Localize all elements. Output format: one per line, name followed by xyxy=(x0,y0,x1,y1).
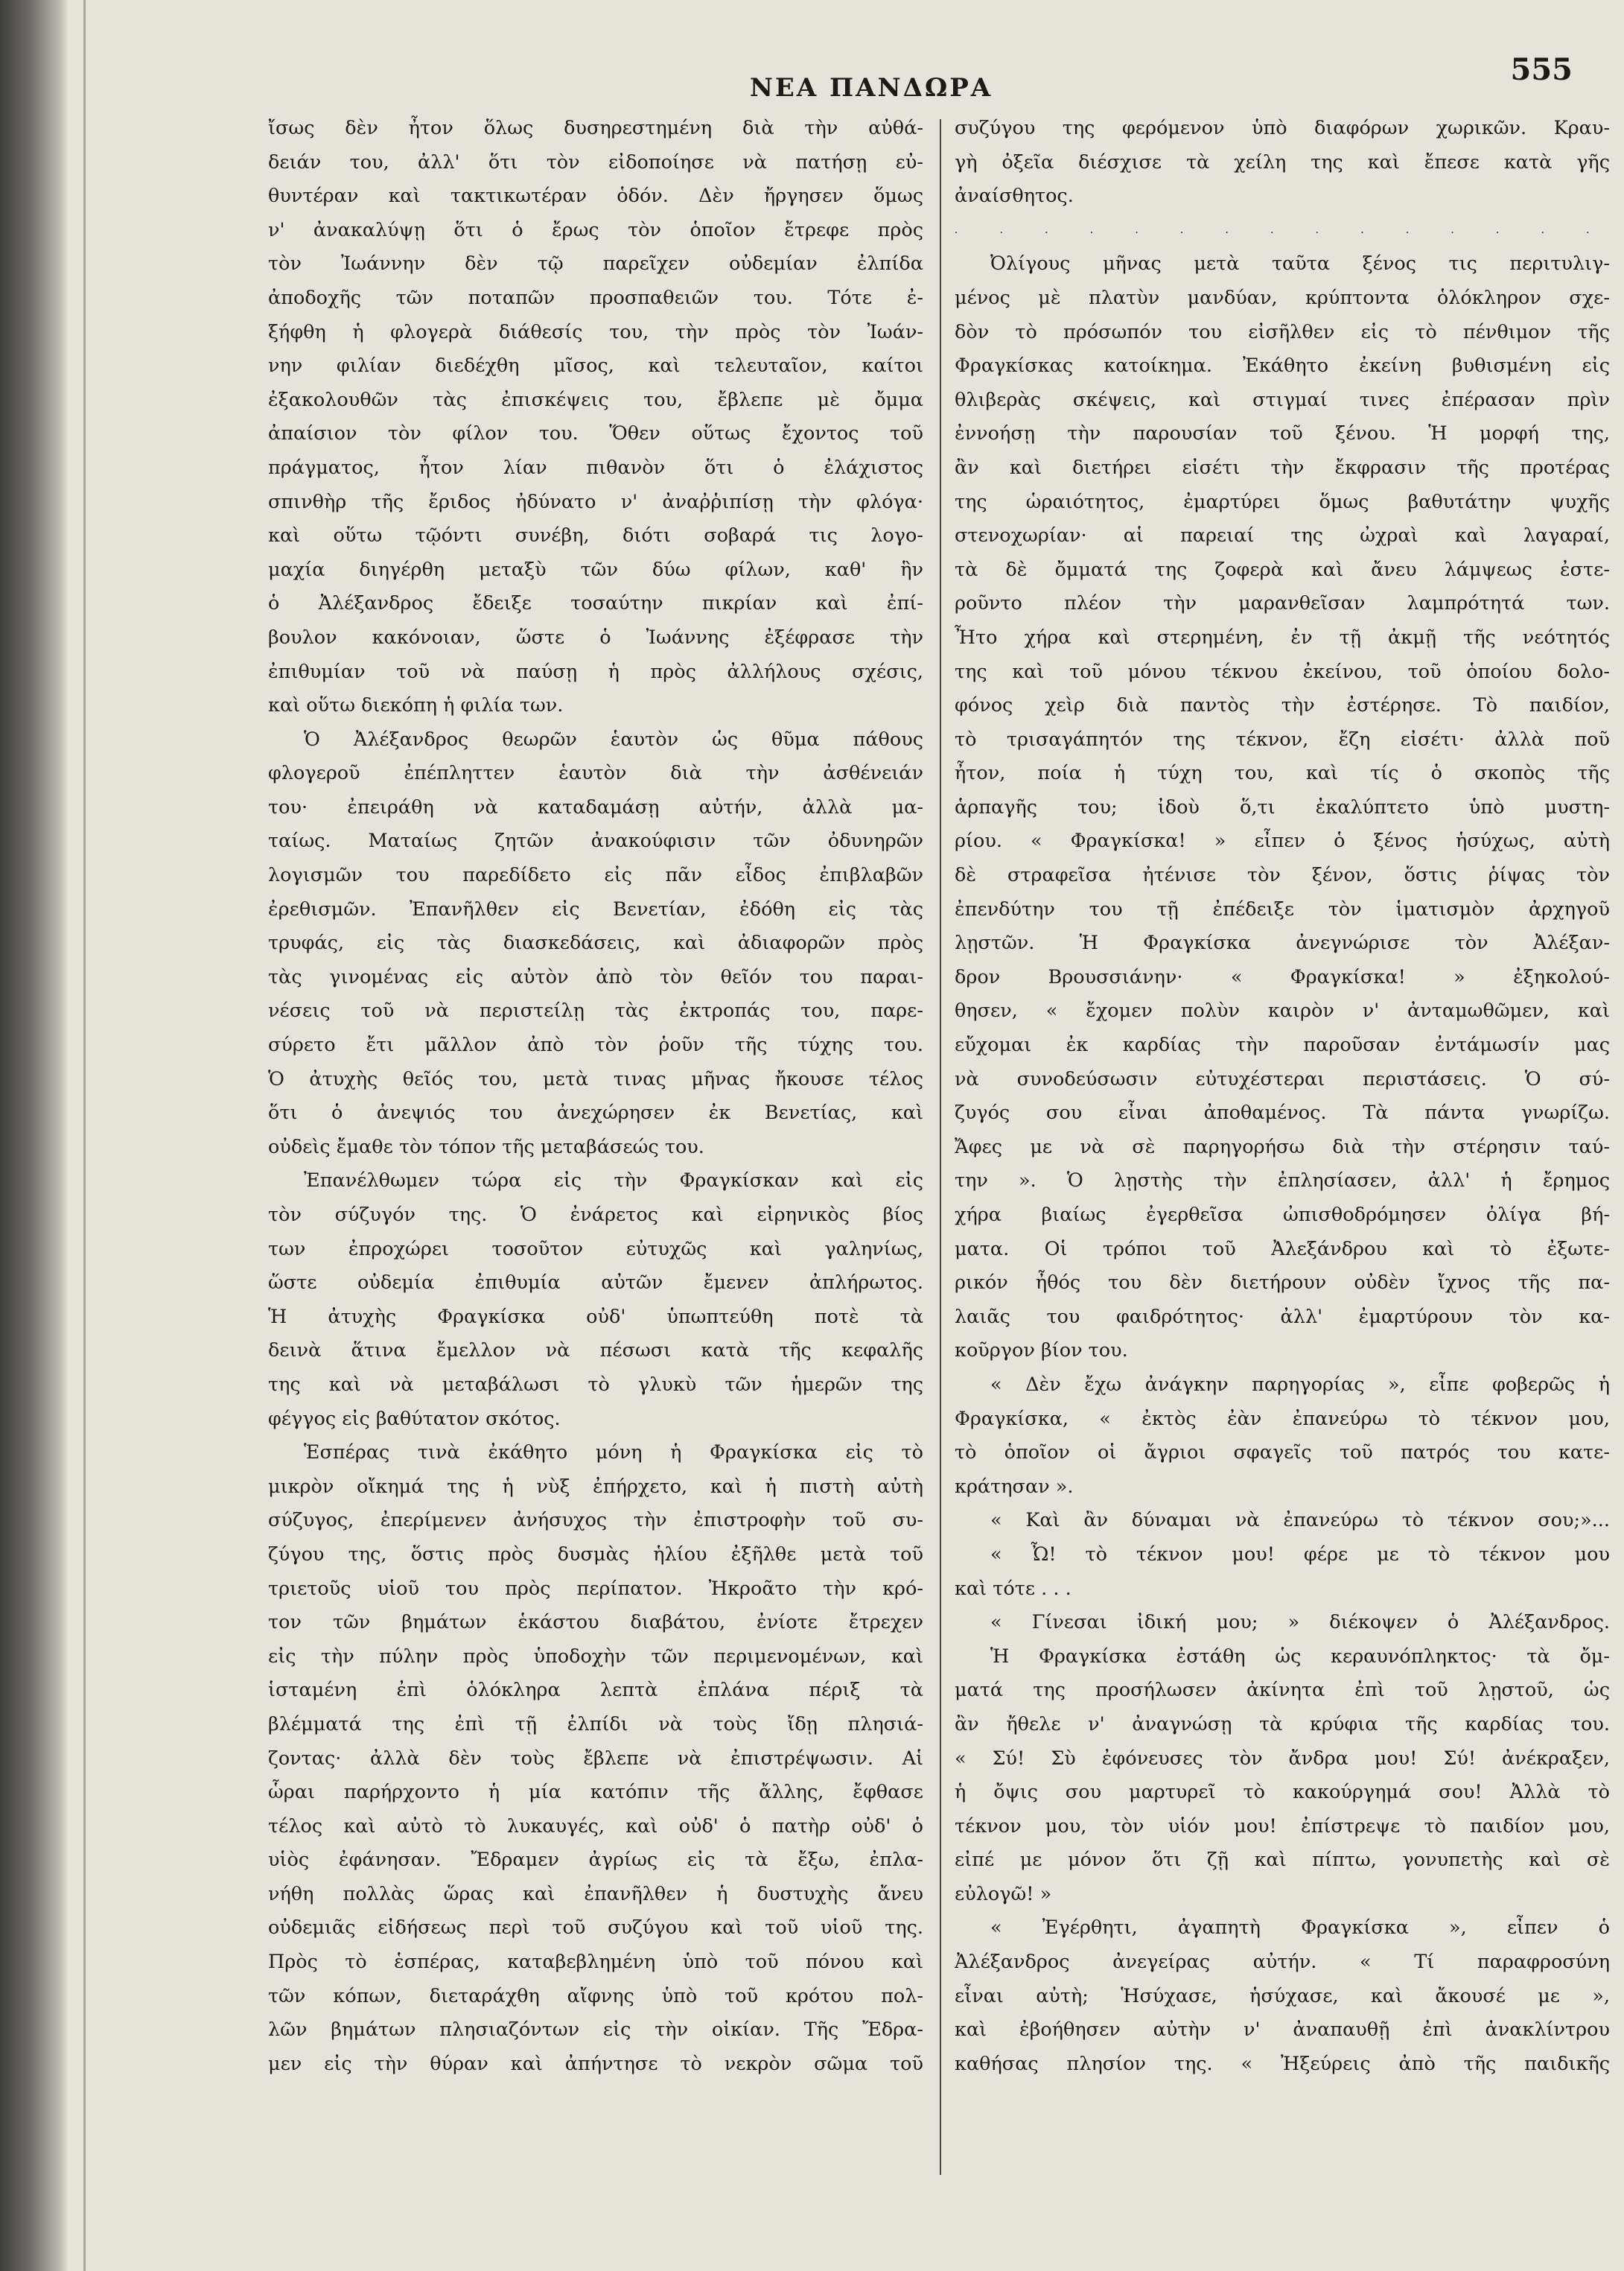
text-line: ἂν ἤθελε ν' ἀναγνώσῃ τὰ κρύφια τῆς καρδίας του. xyxy=(955,1712,1610,1735)
text-line: τὸν Ἰωάννην δὲν τῷ παρεῖχεν οὐδεμίαν ἐλπίδα xyxy=(268,252,923,276)
text-line: καὶ ἐβοήθησεν αὐτὴν ν' ἀναπαυθῇ ἐπὶ ἀνακλίντρου xyxy=(955,2019,1610,2042)
text-line: τον τῶν βημάτων ἑκάστου διαβάτου, ἐνίοτε ἔτρεχεν xyxy=(268,1611,923,1634)
text-line: δὸν τὸ πρόσωπόν του εἰσῆλθεν εἰς τὸ πένθιμον τῆς xyxy=(955,320,1610,343)
text-line: τὸ τρισαγάπητόν της τέκνον, ἔζη εἰσέτι· ἀλλὰ ποῦ xyxy=(955,728,1610,751)
text-line: ἁρπαγῆς του; ἰδοὺ ὅ,τι ἐκαλύπτετο ὑπὸ μυστη- xyxy=(955,795,1610,819)
text-line: γὴ ὀξεῖα διέσχισε τὰ χείλη της καὶ ἔπεσε κατὰ γῆς xyxy=(955,150,1610,174)
text-line: σύζυγος, ἐπερίμενεν ἀνήσυχος τὴν ἐπιστροφὴν τοῦ συ- xyxy=(268,1509,923,1532)
text-line: « Σύ! Σὺ ἐφόνευσες τὸν ἄνδρα μου! Σύ! ἀνέκραξεν, xyxy=(955,1747,1610,1770)
text-line: καὶ τότε . . . xyxy=(955,1577,1071,1600)
text-line: θυντέραν καὶ τακτικωτέραν ὁδόν. Δὲν ἤργησεν ὅμως xyxy=(268,185,923,208)
text-line: τρυφάς, εἰς τὰς διασκεδάσεις, καὶ ἀδιαφορῶν πρὸς xyxy=(268,932,923,955)
text-line: σύρετο ἔτι μᾶλλον ἀπὸ τὸν ῥοῦν τῆς τύχης του. xyxy=(268,1034,923,1057)
text-line: φέγγος εἰς βαθύτατον σκότος. xyxy=(268,1407,561,1430)
text-line: ζύγου της, ὅστις πρὸς δυσμὰς ἡλίου ἐξῆλθε μετὰ τοῦ xyxy=(268,1543,923,1566)
text-line: ἐπιθυμίαν τοῦ νὰ παύσῃ ἡ πρὸς ἀλλήλους σχέσις, xyxy=(268,660,923,683)
text-line: καὶ οὕτω τῷόντι συνέβη, διότι σοβαρά τις λογο- xyxy=(268,524,923,547)
text-line: δὲ στραφεῖσα ἠτένισε τὸν ξένον, ὅστις ῥίψας τὸν xyxy=(955,864,1610,887)
text-line: καὶ οὕτω διεκόπη ἡ φιλία των. xyxy=(268,694,564,717)
text-line: Ἄφες με νὰ σὲ παρηγορήσω διὰ τὴν στέρησιν ταύ- xyxy=(955,1135,1610,1158)
text-line: χήρα βιαίως ἐγερθεῖσα ὠπισθοδρόμησεν ὀλίγα βή- xyxy=(955,1204,1610,1226)
text-line: στενοχωρίαν· αἱ παρειαί της ὠχραὶ καὶ λαγαραί, xyxy=(955,524,1610,547)
text-line: Πρὸς τὸ ἑσπέρας, καταβεβλημένη ὑπὸ τοῦ πόνου καὶ xyxy=(268,1951,923,1974)
text-line: ὁ Ἀλέξανδρος ἔδειξε τοσαύτην πικρίαν καὶ ἐπί- xyxy=(268,592,923,615)
text-line: συζύγου της φερόμενον ὑπὸ διαφόρων χωρικῶν. Κραυ- xyxy=(955,117,1610,139)
text-line: νην φιλίαν διεδέχθη μῖσος, καὶ τελευταῖον, καίτοι xyxy=(268,355,923,378)
text-line: ὥστε οὐδεμία ἐπιθυμία αὐτῶν ἔμενεν ἀπλήρωτος. xyxy=(268,1271,923,1295)
text-line: « Ὦ! τὸ τέκνον μου! φέρε με τὸ τέκνον μου xyxy=(990,1543,1610,1566)
text-line: κοῦργον βίον του. xyxy=(955,1339,1128,1362)
text-line: φόνος χεὶρ διὰ παντὸς τὴν ἐστέρησε. Τὸ παιδίον, xyxy=(955,694,1610,717)
page-fold-line xyxy=(83,0,86,2271)
text-line: της καὶ τοῦ μόνου τέκνου ἐκείνου, τοῦ ὁποίου δολο- xyxy=(955,660,1610,683)
text-line: λογισμῶν του παρεδίδετο εἰς πᾶν εἶδος ἐπιβλαβῶν xyxy=(268,864,923,887)
text-line: φλογεροῦ ἐπέπληττεν ἑαυτὸν διὰ τὴν ἀσθένειάν xyxy=(268,762,923,785)
text-line: Ἦτο χήρα καὶ στερημένη, ἐν τῇ ἀκμῇ τῆς νεότητός xyxy=(955,626,1610,649)
text-line: ζοντας· ἀλλὰ δὲν τοὺς ἔβλεπε νὰ ἐπιστρέψωσιν. Αἱ xyxy=(268,1747,923,1770)
text-line: τέκνον μου, τὸν υἱόν μου! ἐπίστρεψε τὸ παιδίον μου, xyxy=(955,1814,1610,1838)
text-line: της ὡραιότητος, ἐμαρτύρει ὅμως βαθυτάτην ψυχῆς xyxy=(955,490,1610,513)
text-line: ματά της προσήλωσεν ἀκίνητα ἐπὶ τοῦ λῃστοῦ, ὡς xyxy=(955,1679,1610,1702)
ellipsis-line: . . . . . . . . . . . . . . . xyxy=(955,223,1609,236)
text-line: ταίως. Ματαίως ζητῶν ἀνακούφισιν τῶν ὀδυνηρῶν xyxy=(268,830,923,853)
text-line: ἴσως δὲν ἦτον ὅλως δυσηρεστημένη διὰ τὴν αὐθά- xyxy=(268,117,923,139)
text-line: θησεν, « ἔχομεν πολὺν καιρὸν ν' ἀνταμωθῶμεν, καὶ xyxy=(955,1000,1610,1023)
text-line: τριετοῦς υἱοῦ του πρὸς περίπατον. Ἠκροᾶτο τὴν κρό- xyxy=(268,1577,923,1600)
text-line: εὔχομαι ἐκ καρδίας τὴν παροῦσαν ἐντάμωσίν μας xyxy=(955,1034,1610,1057)
text-line: ζυγός σου εἶναι ἀποθαμένος. Τὰ πάντα γνωρίζω. xyxy=(955,1102,1610,1125)
text-line: την ». Ὁ λῃστὴς τὴν ἐπλησίασεν, ἀλλ' ἡ ἔρημος xyxy=(955,1169,1610,1192)
text-line: δειάν του, ἀλλ' ὅτι τὸν εἰδοποίησε νὰ πατήσῃ εὐ- xyxy=(268,150,923,174)
text-line: ἂν καὶ διετήρει εἰσέτι τὴν ἔκφρασιν τῆς προτέρας xyxy=(955,456,1610,479)
text-line: ἐρεθισμῶν. Ἐπανῆλθεν εἰς Βενετίαν, ἐδόθη εἰς τὰς xyxy=(268,898,923,921)
text-line: Ὁ ἀτυχὴς θεῖός του, μετὰ τινας μῆνας ἤκουσε τέλος xyxy=(268,1067,923,1090)
text-line: εὐλογῶ! » xyxy=(955,1882,1052,1905)
text-line: μεν εἰς τὴν θύραν καὶ ἀπήντησε τὸ νεκρὸν σῶμα τοῦ xyxy=(268,2052,923,2075)
text-line: δεινὰ ἅτινα ἔμελλον νὰ πέσωσι κατὰ τῆς κεφαλῆς xyxy=(268,1339,923,1362)
text-line: « Καὶ ἂν δύναμαι νὰ ἐπανεύρω τὸ τέκνον σου;»... xyxy=(990,1509,1610,1532)
text-line: Ἑσπέρας τινὰ ἐκάθητο μόνη ἡ Φραγκίσκα εἰς τὸ xyxy=(304,1441,923,1464)
text-line: ν' ἀνακαλύψῃ ὅτι ὁ ἔρως τὸν ὁποῖον ἔτρεφε πρὸς xyxy=(268,218,923,241)
text-line: Ἡ ἀτυχὴς Φραγκίσκα οὐδ' ὑπωπτεύθη ποτὲ τὰ xyxy=(268,1305,923,1328)
text-line: ἱσταμένη ἐπὶ ὁλόκληρα λεπτὰ ἐπλάνα πέριξ τὰ xyxy=(268,1679,923,1702)
text-line: βλέμματά της ἐπὶ τῇ ἐλπίδι νὰ τοὺς ἴδῃ πλησιά- xyxy=(268,1712,923,1735)
page-edge-shadow xyxy=(0,0,69,2271)
text-line: καθήσας πλησίον της. « Ἠξεύρεις ἀπὸ τῆς παιδικῆς xyxy=(955,2052,1610,2075)
text-line: σπινθὴρ τῆς ἔριδος ἠδύνατο ν' ἀναῤῥιπίσῃ τὴν φλόγα· xyxy=(268,490,923,513)
text-line: εἰς τὴν πύλην πρὸς ὑποδοχὴν τῶν περιμενομένων, καὶ xyxy=(268,1645,923,1668)
text-line: Ἀλέξανδρος ἀνεγείρας αὐτήν. « Τί παραφροσύνη xyxy=(955,1951,1610,1974)
text-line: της καὶ νὰ μεταβάλωσι τὸ γλυκὺ τῶν ἡμερῶν της xyxy=(268,1373,923,1396)
text-line: νέσεις τοῦ νὰ περιστείλῃ τὰς ἐκτροπάς του, παρε- xyxy=(268,1000,923,1023)
text-line: Φραγκίσκας κατοίκημα. Ἐκάθητο ἐκείνη βυθισμένη εἰς xyxy=(955,355,1610,378)
text-line: ρικόν ἦθός του δὲν διετήρουν οὐδὲν ἴχνος τῆς πα- xyxy=(955,1271,1610,1295)
column-divider xyxy=(940,119,941,2175)
text-line: τῶν κόπων, διεταράχθη αἴφνης ὑπὸ τοῦ κρότου πολ- xyxy=(268,1984,923,2007)
text-line: του· ἐπειράθη νὰ καταδαμάσῃ αὐτήν, ἀλλὰ μα- xyxy=(268,795,923,819)
text-line: ροῦντο πλέον τὴν μαρανθεῖσαν λαμπρότητά των. xyxy=(955,592,1610,615)
text-line: οὐδεὶς ἔμαθε τὸν τόπον τῆς μεταβάσεώς του. xyxy=(268,1135,704,1158)
text-line: ἀναίσθητος. xyxy=(955,185,1074,208)
text-line: των ἐπροχώρει τοσοῦτον εὐτυχῶς καὶ γαληνίως, xyxy=(268,1237,923,1260)
text-line: δρον Βρουσσιάνην· « Φραγκίσκα! » ἐξηκολού- xyxy=(955,965,1610,988)
running-title: ΝΕΑ ΠΑΝΔΩΡΑ xyxy=(749,73,993,103)
text-line: λαιᾶς του φαιδρότητος· ἀλλ' ἐμαρτύρουν τὸν κα- xyxy=(955,1305,1610,1328)
text-line: ξήφθη ἡ φλογερὰ διάθεσίς του, τὴν πρὸς τὸν Ἰωάν- xyxy=(268,320,923,343)
text-line: ἀποδοχῆς τῶν ποταπῶν προσπαθειῶν του. Τότε ἐ- xyxy=(268,286,923,309)
text-line: εἰπέ με μόνον ὅτι ζῇ καὶ πίπτω, γονυπετὴς καὶ σὲ xyxy=(955,1849,1610,1872)
text-line: ματα. Οἱ τρόποι τοῦ Ἀλεξάνδρου καὶ τὸ ἐξωτε- xyxy=(955,1237,1610,1260)
left-column xyxy=(268,112,923,2115)
text-line: τὰς γινομένας εἰς αὐτὸν ἀπὸ τὸν θεῖόν του παραι- xyxy=(268,965,923,988)
text-line: Ὁ Ἀλέξανδρος θεωρῶν ἑαυτὸν ὡς θῦμα πάθους xyxy=(304,728,923,751)
text-line: μένος μὲ πλατὺν μανδύαν, κρύπτοντα ὁλόκληρον σχε- xyxy=(955,286,1610,309)
text-line: τὸν σύζυγόν της. Ὁ ἐνάρετος καὶ εἰρηνικὸς βίος xyxy=(268,1204,923,1226)
text-line: τὸ ὁποῖον οἱ ἄγριοι σφαγεῖς τοῦ πατρός του κατε- xyxy=(955,1441,1610,1464)
text-line: ὧραι παρήρχοντο ἡ μία κατόπιν τῆς ἄλλης, ἔφθασε xyxy=(268,1781,923,1804)
text-line: ἀπαίσιον τὸν φίλον του. Ὅθεν οὕτως ἔχοντος τοῦ xyxy=(268,422,923,445)
text-line: Ἐπανέλθωμεν τώρα εἰς τὴν Φραγκίσκαν καὶ εἰς xyxy=(304,1169,923,1192)
text-line: Ἡ Φραγκίσκα ἐστάθη ὡς κεραυνόπληκτος· τὰ ὄμ- xyxy=(990,1645,1610,1668)
text-line: λῃστῶν. Ἡ Φραγκίσκα ἀνεγνώρισε τὸν Ἀλέξαν- xyxy=(955,932,1610,955)
text-line: κράτησαν ». xyxy=(955,1475,1074,1498)
text-line: ὅτι ὁ ἀνεψιός του ἀνεχώρησεν ἐκ Βενετίας, καὶ xyxy=(268,1102,923,1125)
text-line: ρίου. « Φραγκίσκα! » εἶπεν ὁ ξένος ἡσύχως, αὐτὴ xyxy=(955,830,1610,853)
text-line: νήθη πολλὰς ὥρας καὶ ἐπανῆλθεν ἡ δυστυχὴς ἄνευ xyxy=(268,1882,923,1905)
text-line: μικρὸν οἴκημά της ἡ νὺξ ἐπήρχετο, καὶ ἡ πιστὴ αὐτὴ xyxy=(268,1475,923,1498)
text-line: « Δὲν ἔχω ἀνάγκην παρηγορίας », εἶπε φοβερῶς ἡ xyxy=(990,1373,1610,1396)
text-line: Φραγκίσκα, « ἐκτὸς ἐὰν ἐπανεύρω τὸ τέκνον μου, xyxy=(955,1407,1610,1430)
text-line: ἦτον, ποία ἡ τύχη του, καὶ τίς ὁ σκοπὸς τῆς xyxy=(955,762,1610,785)
text-line: τέλος καὶ αὐτὸ τὸ λυκαυγές, καὶ οὐδ' ὁ πατὴρ οὐδ' ὁ xyxy=(268,1814,923,1838)
text-line: ἡ ὄψις σου μαρτυρεῖ τὸ κακούργημά σου! Ἀλλὰ τὸ xyxy=(955,1781,1610,1804)
page-number: 555 xyxy=(1510,52,1573,87)
text-line: « Γίνεσαι ἰδική μου; » διέκοψεν ὁ Ἀλέξανδρος. xyxy=(990,1611,1610,1634)
text-line: βουλον κακόνοιαν, ὥστε ὁ Ἰωάννης ἐξέφρασε τὴν xyxy=(268,626,923,649)
text-line: υἱὸς ἐφάνησαν. Ἔδραμεν ἀγρίως εἰς τὰ ἔξω, ἐπλα- xyxy=(268,1849,923,1872)
text-line: πράγματος, ἦτον λίαν πιθανὸν ὅτι ὁ ἐλάχιστος xyxy=(268,456,923,479)
text-line: θλιβερὰς σκέψεις, καὶ στιγμαί τινες ἐπέρασαν πρὶν xyxy=(955,388,1610,411)
text-line xyxy=(268,2081,923,2115)
text-line: εἶναι αὐτὴ; Ἡσύχασε, ἡσύχασε, καὶ ἄκουσέ με », xyxy=(955,1984,1610,2007)
text-line: νὰ συνοδεύσωσιν εὐτυχέστεραι περιστάσεις. Ὁ σύ- xyxy=(955,1067,1610,1090)
text-line: ἐννοήσῃ τὴν παρουσίαν τοῦ ξένου. Ἡ μορφή της, xyxy=(955,422,1610,445)
text-line: τὰ δὲ ὄμματά της ζοφερὰ καὶ ἄνευ λάμψεως ἐστε- xyxy=(955,558,1610,581)
text-line: οὐδεμιᾶς εἰδήσεως περὶ τοῦ συζύγου καὶ τοῦ υἱοῦ της. xyxy=(268,1916,923,1940)
text-line: « Ἐγέρθητι, ἀγαπητὴ Φραγκίσκα », εἶπεν ὁ xyxy=(990,1916,1610,1940)
text-line: λῶν βημάτων πλησιαζόντων εἰς τὴν οἰκίαν. Τῆς Ἔδρα- xyxy=(268,2019,923,2042)
text-line: Ὀλίγους μῆνας μετὰ ταῦτα ξένος τις περιτυλιγ- xyxy=(990,252,1610,276)
text-line: ἐπενδύτην του τῇ ἐπέδειξε τὸν ἱματισμὸν ἀρχηγοῦ xyxy=(955,898,1610,921)
text-line: μαχία διηγέρθη μεταξὺ τῶν δύω φίλων, καθ' ἣν xyxy=(268,558,923,581)
text-line: ἐξακολουθῶν τὰς ἐπισκέψεις του, ἔβλεπε μὲ ὄμμα xyxy=(268,388,923,411)
right-column xyxy=(955,112,1610,2081)
